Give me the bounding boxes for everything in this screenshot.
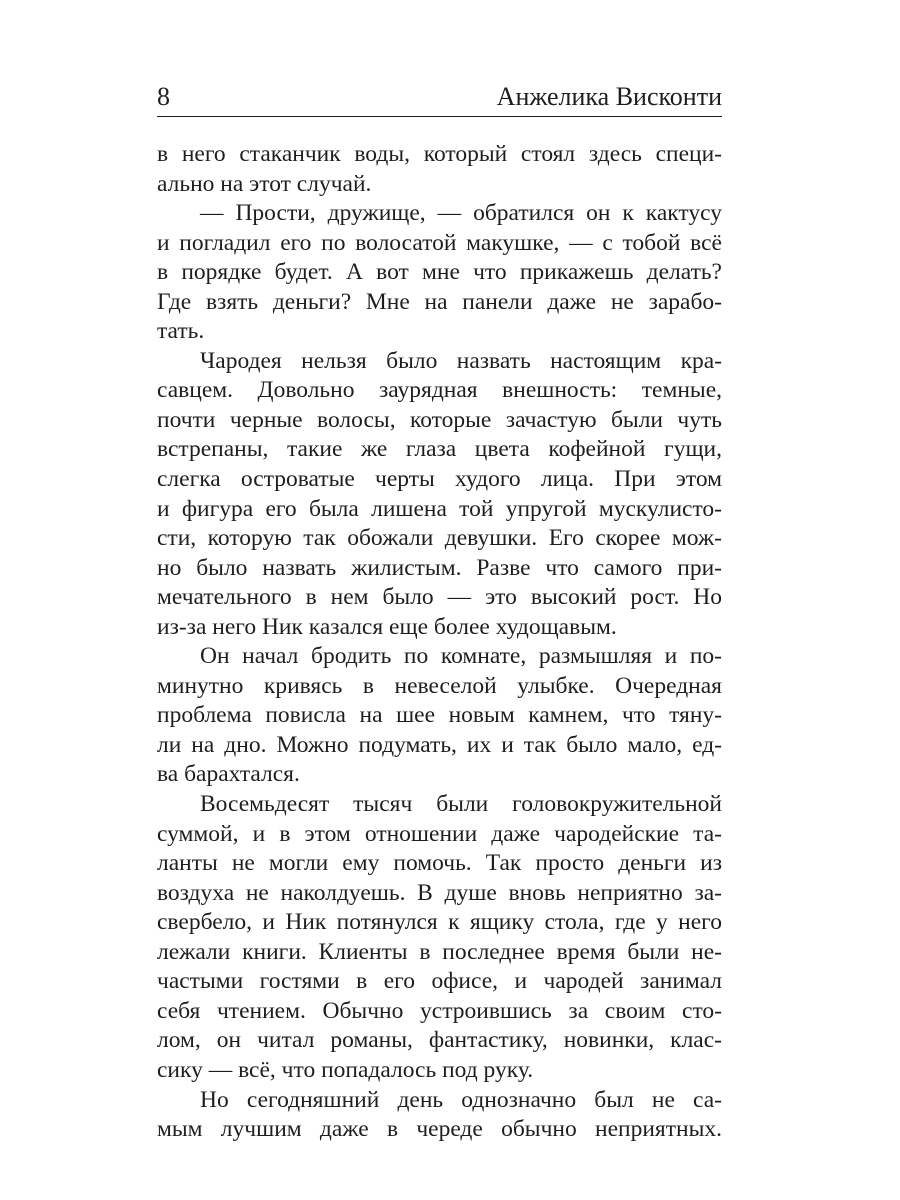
text-line: лом, он читал романы, фантастику, новинки, клас- [157, 1027, 722, 1054]
text-line: себя чтением. Обычно устроившись за своим сто- [157, 997, 722, 1024]
text-line: частыми гостями в его офисе, и чародей занимал [157, 968, 722, 995]
text-line: Он начал бродить по комнате, размышляя и по- [200, 643, 722, 670]
text-line: сти, которую так обожали девушки. Его скорее мож- [157, 525, 722, 552]
text-line: мечательного в нем было — это высокий рост. Но [157, 584, 722, 611]
text-line: свербело, и Ник потянулся к ящику стола, где у него [157, 909, 722, 936]
text-line: тать. [157, 318, 205, 345]
text-line: воздуха не наколдуешь. В душе вновь неприятно за- [157, 879, 722, 906]
text-line: Но сегодняшний день однозначно был не са- [200, 1086, 722, 1113]
text-line: в него стаканчик воды, который стоял здесь специ- [157, 141, 722, 167]
text-line: савцем. Довольно заурядная внешность: темные, [157, 377, 722, 404]
text-line: но было назвать жилистым. Разве что самого при- [157, 554, 722, 581]
text-line: ва барахтался. [157, 761, 300, 788]
text-line: мым лучшим даже в череде обычно неприятных. [157, 1116, 722, 1143]
author-name: Анжелика Висконти [496, 82, 722, 111]
text-line: и фигура его была лишена той упругой мускулисто- [157, 495, 722, 522]
text-line: слегка островатые черты худого лица. При этом [157, 466, 722, 493]
text-line: минутно кривясь в невеселой улыбке. Очередная [157, 672, 722, 699]
text-line: суммой, и в этом отношении даже чародейские та- [157, 820, 722, 847]
text-line: в порядке будет. А вот мне что прикажешь делать? [157, 259, 722, 286]
text-line: ально на этот случай. [157, 170, 372, 197]
text-line: Чародея нельзя было назвать настоящим кра- [200, 347, 722, 374]
text-line: из-за него Ник казался еще более худощавым. [157, 613, 617, 640]
text-line: ланты не могли ему помочь. Так просто деньги из [157, 850, 722, 877]
page-number: 8 [157, 82, 170, 111]
text-line: Где взять деньги? Мне на панели даже не зарабо- [157, 288, 722, 315]
running-header [157, 82, 722, 117]
text-line: и погладил его по волосатой макушке, — с тобой всё [157, 229, 722, 256]
body-text [157, 140, 722, 1145]
text-line: встрепаны, такие же глаза цвета кофейной гущи, [157, 436, 722, 463]
text-line: Восемьдесят тысяч были головокружительной [200, 791, 722, 818]
text-line: лежали книги. Клиенты в последнее время были не- [157, 938, 722, 965]
text-line: ли на дно. Можно подумать, их и так было мало, ед- [157, 731, 722, 758]
text-line: сику — всё, что попадалось под руку. [157, 1056, 534, 1083]
text-line: почти черные волосы, которые зачастую были чуть [157, 406, 722, 433]
text-line: — Прости, дружище, — обратился он к кактусу [200, 200, 722, 227]
text-line: проблема повисла на шее новым камнем, что тяну- [157, 702, 722, 729]
